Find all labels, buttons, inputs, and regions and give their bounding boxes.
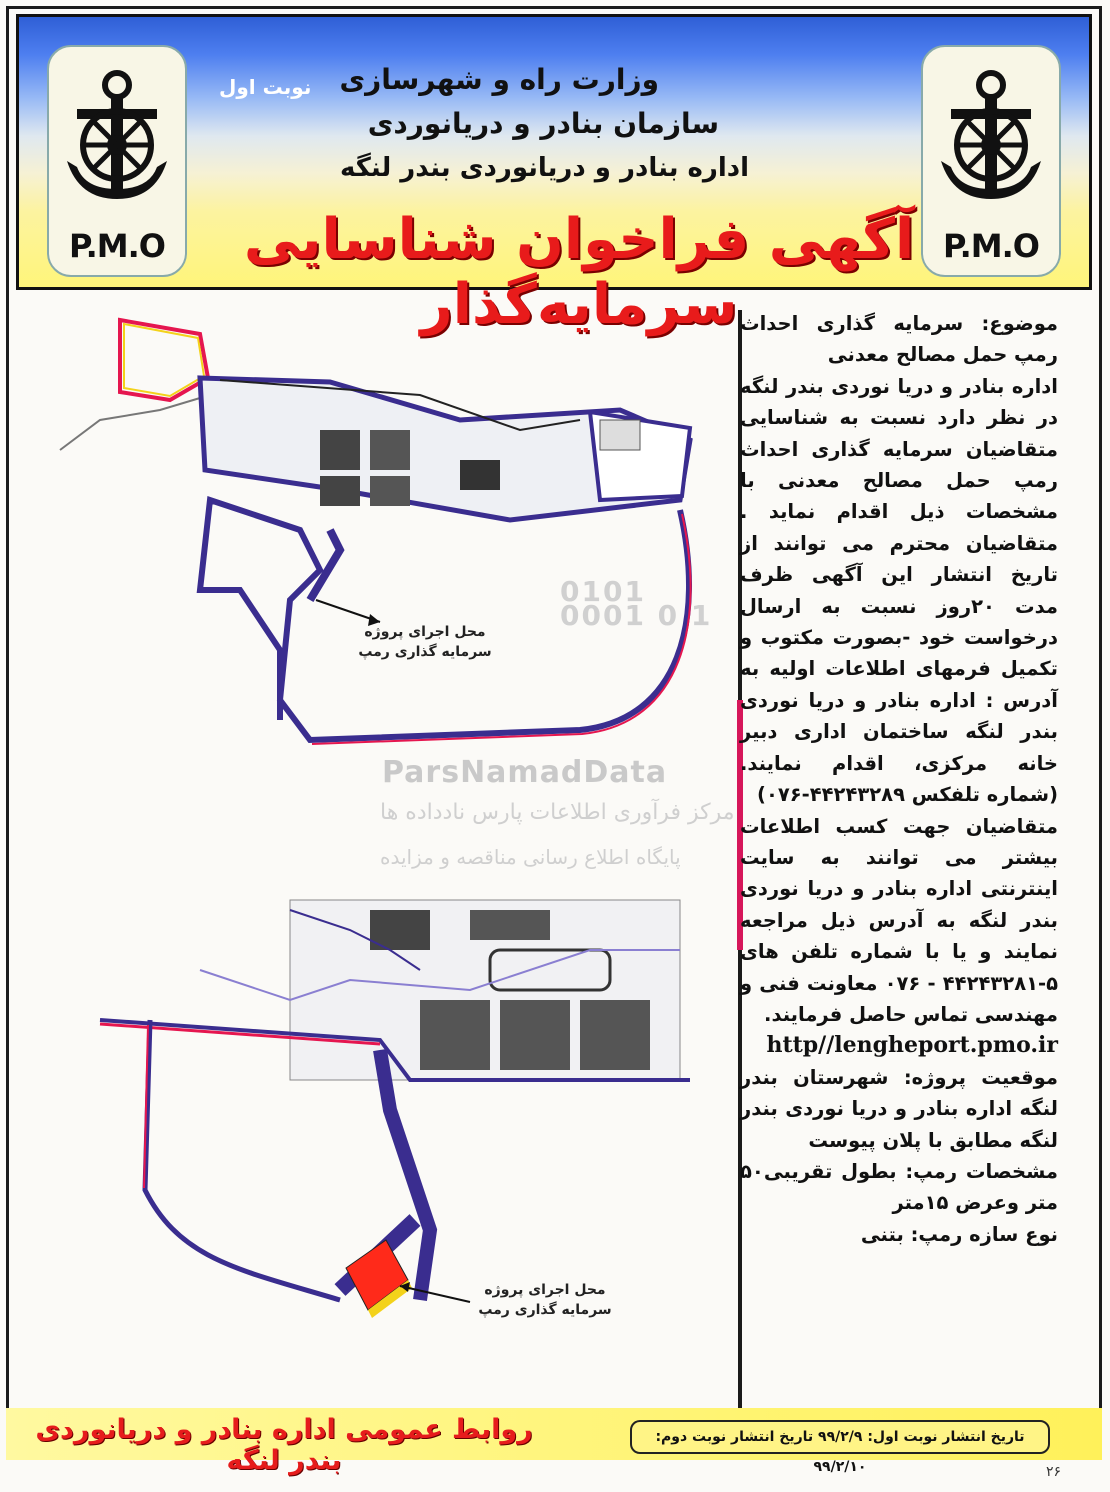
watermark-line-1: مرکز فرآوری اطلاعات پارس نادداده ها — [380, 800, 735, 825]
map-2-caption: محل اجرای پروژه سرمایه گذاری رمپ — [478, 1282, 612, 1318]
round-label: نوبت اول — [219, 75, 312, 99]
page-number: ۲۶ — [1046, 1464, 1062, 1480]
page-title: آگهی فراخوان شناسایی سرمایه‌گذار — [243, 207, 915, 337]
structure-type: نوع سازه رمپ: بتنی — [860, 1222, 1058, 1246]
anchor-wheel-icon — [59, 57, 175, 207]
subject-text: موضوع: سرمایه گذاری احداث رمپ حمل مصالح معدنی — [740, 312, 1058, 367]
project-location: موقعیت پروژه: شهرستان بندر لنگه اداره بنادر و دریا نوردی بندر لنگه مطابق با پلان پیوست — [740, 1065, 1058, 1152]
publication-dates: تاریخ انتشار نوبت اول: ۹۹/۲/۹ تاریخ انتشار نوبت دوم: ۹۹/۲/۱۰ — [630, 1420, 1050, 1454]
pmo-logo-left — [47, 45, 187, 277]
paragraph-2: متقاضیان جهت کسب اطلاعات بیشتر می توانند به سایت اینترنتی اداره بنادر و دریا نوردی بندر لنگه به آدرس ذیل مراجعه نمایند و یا با شماره تلفن های ۵-۴۴۲۴۳۲۸۱ - ۰۷۶ معاونت فنی و مهندسی تماس حاصل فرمایند. — [740, 814, 1058, 1026]
ramp-specs: مشخصات رمپ: بطول تقریبی۵۰ متر وعرض ۱۵متر — [740, 1159, 1058, 1215]
site-plan-map-2 — [90, 890, 730, 1350]
pmo-logo-text: P.M.O — [943, 227, 1039, 265]
public-relations-signature: روابط عمومی اداره بنادر و دریانوردی بندر لنگه — [35, 1414, 533, 1476]
website-link[interactable]: http//lengheport.pmo.ir — [766, 1032, 1058, 1059]
header-banner — [16, 14, 1092, 337]
organization-name: سازمان بنادر و دریانوردی — [367, 107, 719, 140]
watermark-line-2: پایگاه اطلاع رسانی مناقصه و مزایده — [380, 845, 681, 869]
site-plan-map-1 — [40, 300, 730, 780]
department-name: اداره بنادر و دریانوردی بندر لنگه — [339, 153, 749, 183]
ministry-name: وزارت راه و شهرسازی — [339, 63, 659, 96]
watermark-brand: ParsNamadData — [382, 755, 668, 790]
map-1-caption: محل اجرای پروژه سرمایه گذاری رمپ — [358, 624, 492, 660]
announcement-text — [740, 308, 1058, 1250]
paragraph-1: اداره بنادر و دریا نوردی بندر لنگه در نظر دارد نسبت به شناسایی متقاضیان سرمایه گذاری احداث رمپ حمل مصالح معدنی با مشخصات ذیل اقدام نماید . متقاضیان محترم می توانند از تاریخ انتشار این آگهی ظرف مدت ۲۰روز نسبت به ارسال درخواست خود -بصورت مکتوب و تکمیل فرمهای اطلاعات اولیه به آدرس : اداره بنادر و دریا نوردی بندر لنگه ساختمان اداری دبیر خانه مرکزی، اقدام نمایند. (شماره تلفکس ۴۴۲۴۳۲۸۹-۰۷۶) — [740, 374, 1058, 807]
watermark-digits: 0101 0001 0 1 — [560, 575, 713, 632]
pmo-logo-text: P.M.O — [69, 227, 165, 265]
anchor-wheel-icon — [933, 57, 1049, 207]
